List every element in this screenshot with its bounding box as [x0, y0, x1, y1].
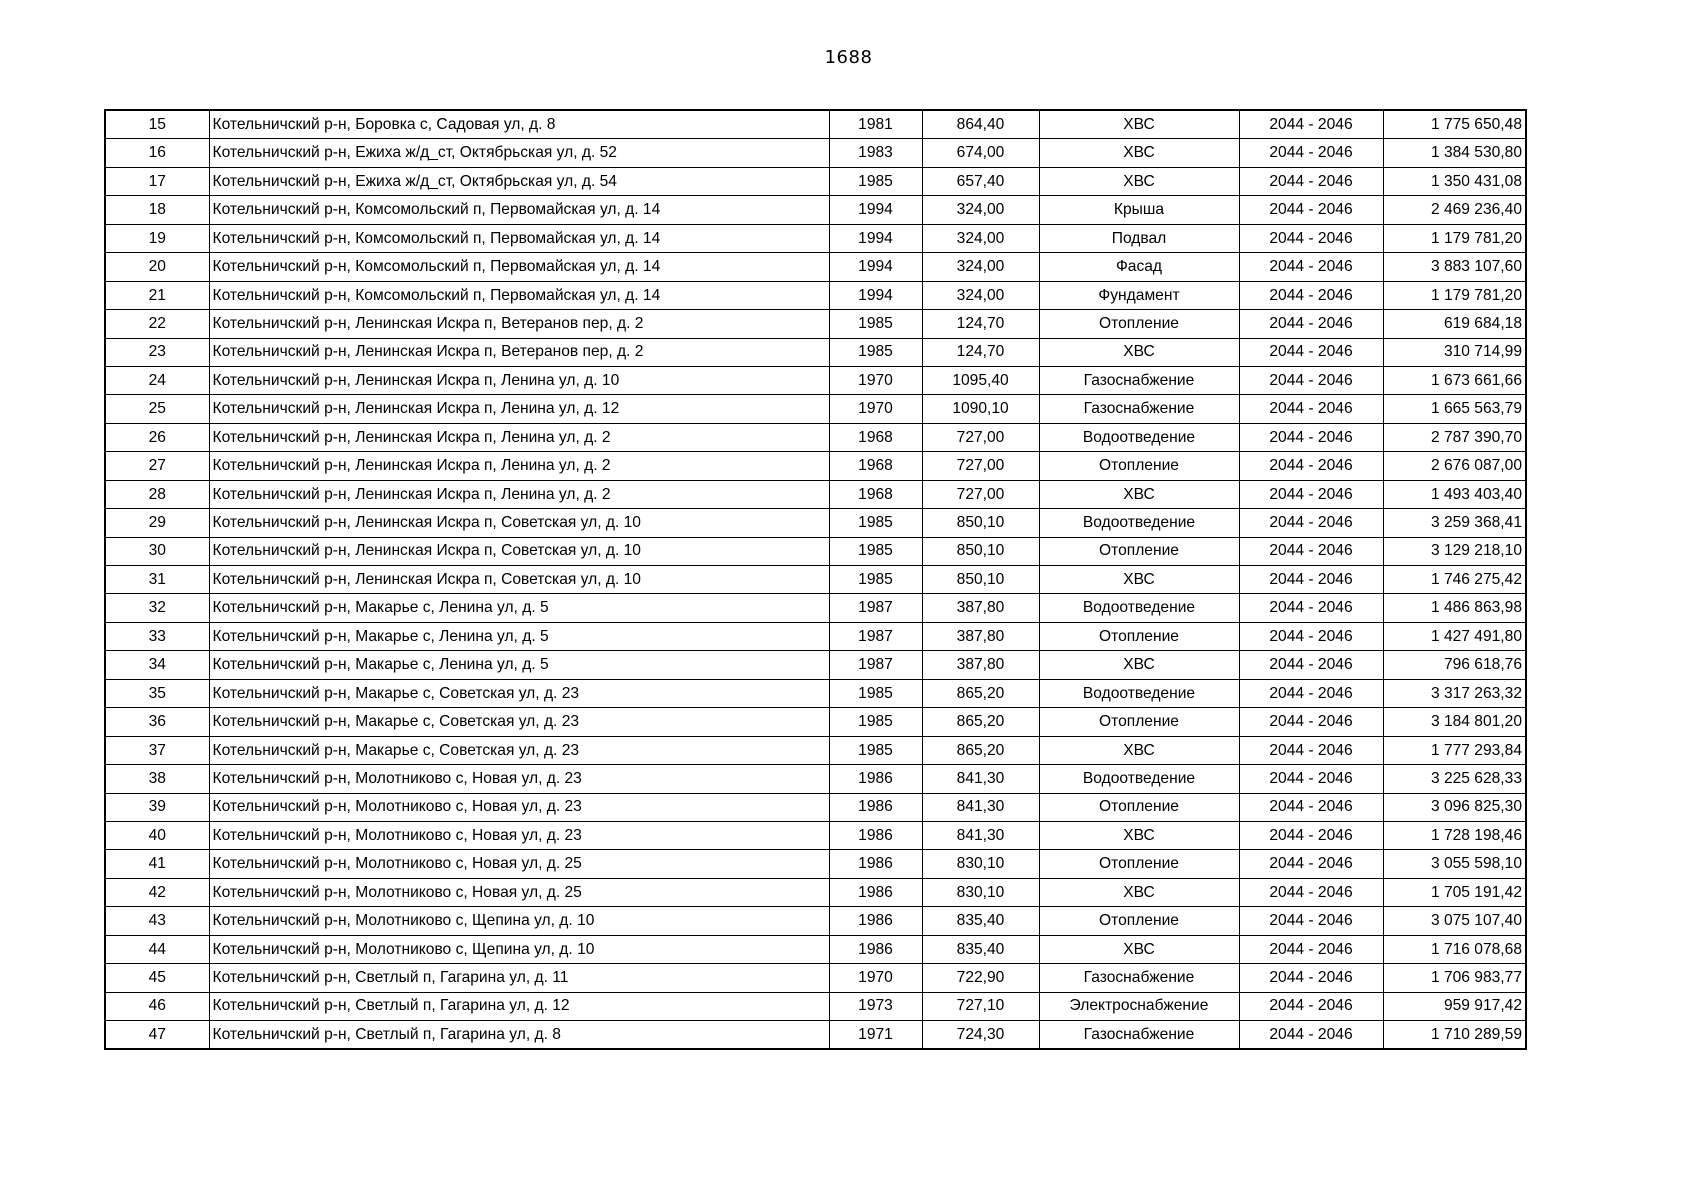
work-type-cell: Водоотведение: [1039, 423, 1239, 451]
address-cell: Котельничский р-н, Ежиха ж/д_ст, Октябрьская ул, д. 54: [209, 167, 829, 195]
work-type-cell: Отопление: [1039, 622, 1239, 650]
year-built-cell: 1970: [829, 395, 922, 423]
work-type-cell: ХВС: [1039, 139, 1239, 167]
work-type-cell: Отопление: [1039, 793, 1239, 821]
address-cell: Котельничский р-н, Комсомольский п, Первомайская ул, д. 14: [209, 253, 829, 281]
address-cell: Котельничский р-н, Молотниково с, Новая ул, д. 25: [209, 878, 829, 906]
area-cell: 657,40: [922, 167, 1039, 195]
period-cell: 2044 - 2046: [1239, 708, 1383, 736]
cost-cell: 310 714,99: [1383, 338, 1526, 366]
cost-cell: 1 665 563,79: [1383, 395, 1526, 423]
page-number: 1688: [824, 47, 873, 68]
row-number: 46: [105, 992, 209, 1020]
table-row: [105, 366, 1526, 394]
address-cell: Котельничский р-н, Светлый п, Гагарина ул, д. 11: [209, 964, 829, 992]
period-cell: 2044 - 2046: [1239, 338, 1383, 366]
work-type-cell: Отопление: [1039, 907, 1239, 935]
area-cell: 850,10: [922, 537, 1039, 565]
row-number: 47: [105, 1021, 209, 1050]
area-cell: 727,10: [922, 992, 1039, 1020]
cost-cell: 3 075 107,40: [1383, 907, 1526, 935]
period-cell: 2044 - 2046: [1239, 509, 1383, 537]
year-built-cell: 1986: [829, 907, 922, 935]
address-cell: Котельничский р-н, Комсомольский п, Первомайская ул, д. 14: [209, 224, 829, 252]
address-cell: Котельничский р-н, Макарье с, Советская ул, д. 23: [209, 708, 829, 736]
cost-cell: 2 469 236,40: [1383, 196, 1526, 224]
work-type-cell: Водоотведение: [1039, 594, 1239, 622]
work-type-cell: Отопление: [1039, 452, 1239, 480]
cost-cell: 1 384 530,80: [1383, 139, 1526, 167]
period-cell: 2044 - 2046: [1239, 793, 1383, 821]
area-cell: 674,00: [922, 139, 1039, 167]
area-cell: 387,80: [922, 594, 1039, 622]
cost-cell: 796 618,76: [1383, 651, 1526, 679]
year-built-cell: 1986: [829, 850, 922, 878]
cost-cell: 3 184 801,20: [1383, 708, 1526, 736]
address-cell: Котельничский р-н, Ленинская Искра п, Ленина ул, д. 12: [209, 395, 829, 423]
year-built-cell: 1987: [829, 622, 922, 650]
period-cell: 2044 - 2046: [1239, 736, 1383, 764]
area-cell: 387,80: [922, 622, 1039, 650]
year-built-cell: 1985: [829, 310, 922, 338]
work-type-cell: Водоотведение: [1039, 509, 1239, 537]
address-cell: Котельничский р-н, Ежиха ж/д_ст, Октябрьская ул, д. 52: [209, 139, 829, 167]
row-number: 23: [105, 338, 209, 366]
area-cell: 324,00: [922, 224, 1039, 252]
area-cell: 722,90: [922, 964, 1039, 992]
cost-cell: 3 129 218,10: [1383, 537, 1526, 565]
address-cell: Котельничский р-н, Ленинская Искра п, Ветеранов пер, д. 2: [209, 338, 829, 366]
work-type-cell: ХВС: [1039, 878, 1239, 906]
period-cell: 2044 - 2046: [1239, 452, 1383, 480]
cost-cell: 1 673 661,66: [1383, 366, 1526, 394]
work-type-cell: ХВС: [1039, 566, 1239, 594]
address-cell: Котельничский р-н, Молотниково с, Новая ул, д. 23: [209, 793, 829, 821]
cost-cell: 1 493 403,40: [1383, 480, 1526, 508]
year-built-cell: 1970: [829, 964, 922, 992]
table-row: [105, 736, 1526, 764]
cost-cell: 1 179 781,20: [1383, 224, 1526, 252]
year-built-cell: 1985: [829, 566, 922, 594]
address-cell: Котельничский р-н, Молотниково с, Новая ул, д. 23: [209, 821, 829, 849]
address-cell: Котельничский р-н, Ленинская Искра п, Ленина ул, д. 2: [209, 452, 829, 480]
period-cell: 2044 - 2046: [1239, 423, 1383, 451]
period-cell: 2044 - 2046: [1239, 196, 1383, 224]
period-cell: 2044 - 2046: [1239, 964, 1383, 992]
row-number: 43: [105, 907, 209, 935]
area-cell: 841,30: [922, 765, 1039, 793]
row-number: 15: [105, 110, 209, 139]
work-type-cell: Водоотведение: [1039, 679, 1239, 707]
address-cell: Котельничский р-н, Молотниково с, Щепина ул, д. 10: [209, 907, 829, 935]
year-built-cell: 1994: [829, 196, 922, 224]
row-number: 40: [105, 821, 209, 849]
work-type-cell: Электроснабжение: [1039, 992, 1239, 1020]
row-number: 22: [105, 310, 209, 338]
table-row: [105, 110, 1526, 139]
period-cell: 2044 - 2046: [1239, 992, 1383, 1020]
year-built-cell: 1994: [829, 224, 922, 252]
area-cell: 835,40: [922, 907, 1039, 935]
table-row: [105, 224, 1526, 252]
cost-cell: 1 710 289,59: [1383, 1021, 1526, 1050]
year-built-cell: 1968: [829, 480, 922, 508]
work-type-cell: Водоотведение: [1039, 765, 1239, 793]
row-number: 16: [105, 139, 209, 167]
period-cell: 2044 - 2046: [1239, 850, 1383, 878]
address-cell: Котельничский р-н, Комсомольский п, Первомайская ул, д. 14: [209, 281, 829, 309]
work-type-cell: Газоснабжение: [1039, 1021, 1239, 1050]
period-cell: 2044 - 2046: [1239, 878, 1383, 906]
row-number: 29: [105, 509, 209, 537]
cost-cell: 3 225 628,33: [1383, 765, 1526, 793]
table-row: [105, 651, 1526, 679]
period-cell: 2044 - 2046: [1239, 139, 1383, 167]
row-number: 45: [105, 964, 209, 992]
area-cell: 841,30: [922, 793, 1039, 821]
period-cell: 2044 - 2046: [1239, 1021, 1383, 1050]
area-cell: 124,70: [922, 338, 1039, 366]
work-type-cell: Газоснабжение: [1039, 366, 1239, 394]
table-row: [105, 793, 1526, 821]
period-cell: 2044 - 2046: [1239, 110, 1383, 139]
year-built-cell: 1968: [829, 452, 922, 480]
work-type-cell: Отопление: [1039, 708, 1239, 736]
cost-cell: 1 427 491,80: [1383, 622, 1526, 650]
year-built-cell: 1985: [829, 736, 922, 764]
area-cell: 865,20: [922, 708, 1039, 736]
address-cell: Котельничский р-н, Макарье с, Советская ул, д. 23: [209, 736, 829, 764]
year-built-cell: 1986: [829, 793, 922, 821]
area-cell: 727,00: [922, 423, 1039, 451]
year-built-cell: 1994: [829, 253, 922, 281]
cost-cell: 3 883 107,60: [1383, 253, 1526, 281]
year-built-cell: 1983: [829, 139, 922, 167]
year-built-cell: 1985: [829, 338, 922, 366]
address-cell: Котельничский р-н, Макарье с, Ленина ул, д. 5: [209, 651, 829, 679]
table-row: [105, 708, 1526, 736]
area-cell: 324,00: [922, 253, 1039, 281]
work-type-cell: ХВС: [1039, 651, 1239, 679]
table-row: [105, 480, 1526, 508]
row-number: 37: [105, 736, 209, 764]
cost-cell: 1 179 781,20: [1383, 281, 1526, 309]
row-number: 19: [105, 224, 209, 252]
address-cell: Котельничский р-н, Ленинская Искра п, Советская ул, д. 10: [209, 537, 829, 565]
area-cell: 830,10: [922, 878, 1039, 906]
work-type-cell: ХВС: [1039, 338, 1239, 366]
period-cell: 2044 - 2046: [1239, 395, 1383, 423]
year-built-cell: 1987: [829, 594, 922, 622]
repair-schedule-table: [104, 109, 1527, 1050]
table-row: [105, 907, 1526, 935]
row-number: 26: [105, 423, 209, 451]
table-row: [105, 935, 1526, 963]
table-row: [105, 253, 1526, 281]
year-built-cell: 1985: [829, 679, 922, 707]
year-built-cell: 1971: [829, 1021, 922, 1050]
row-number: 31: [105, 566, 209, 594]
period-cell: 2044 - 2046: [1239, 594, 1383, 622]
year-built-cell: 1986: [829, 935, 922, 963]
period-cell: 2044 - 2046: [1239, 310, 1383, 338]
row-number: 18: [105, 196, 209, 224]
year-built-cell: 1968: [829, 423, 922, 451]
year-built-cell: 1970: [829, 366, 922, 394]
table-row: [105, 1021, 1526, 1050]
row-number: 36: [105, 708, 209, 736]
period-cell: 2044 - 2046: [1239, 821, 1383, 849]
row-number: 25: [105, 395, 209, 423]
work-type-cell: Отопление: [1039, 310, 1239, 338]
cost-cell: 3 096 825,30: [1383, 793, 1526, 821]
row-number: 21: [105, 281, 209, 309]
table-row: [105, 395, 1526, 423]
cost-cell: 1 705 191,42: [1383, 878, 1526, 906]
address-cell: Котельничский р-н, Ленинская Искра п, Ветеранов пер, д. 2: [209, 310, 829, 338]
address-cell: Котельничский р-н, Молотниково с, Щепина ул, д. 10: [209, 935, 829, 963]
table-row: [105, 452, 1526, 480]
table-row: [105, 167, 1526, 195]
cost-cell: 619 684,18: [1383, 310, 1526, 338]
year-built-cell: 1986: [829, 765, 922, 793]
table-row: [105, 964, 1526, 992]
address-cell: Котельничский р-н, Молотниково с, Новая ул, д. 25: [209, 850, 829, 878]
year-built-cell: 1985: [829, 708, 922, 736]
period-cell: 2044 - 2046: [1239, 281, 1383, 309]
table-row: [105, 310, 1526, 338]
work-type-cell: Подвал: [1039, 224, 1239, 252]
period-cell: 2044 - 2046: [1239, 366, 1383, 394]
row-number: 44: [105, 935, 209, 963]
table-row: [105, 537, 1526, 565]
table-row: [105, 196, 1526, 224]
period-cell: 2044 - 2046: [1239, 622, 1383, 650]
period-cell: 2044 - 2046: [1239, 651, 1383, 679]
table-row: [105, 765, 1526, 793]
table-row: [105, 594, 1526, 622]
cost-cell: 3 317 263,32: [1383, 679, 1526, 707]
year-built-cell: 1986: [829, 878, 922, 906]
row-number: 34: [105, 651, 209, 679]
table-row: [105, 139, 1526, 167]
period-cell: 2044 - 2046: [1239, 224, 1383, 252]
cost-cell: 1 777 293,84: [1383, 736, 1526, 764]
year-built-cell: 1981: [829, 110, 922, 139]
address-cell: Котельничский р-н, Светлый п, Гагарина ул, д. 8: [209, 1021, 829, 1050]
table-row: [105, 509, 1526, 537]
cost-cell: 1 716 078,68: [1383, 935, 1526, 963]
period-cell: 2044 - 2046: [1239, 935, 1383, 963]
area-cell: 324,00: [922, 196, 1039, 224]
area-cell: 864,40: [922, 110, 1039, 139]
table-row: [105, 878, 1526, 906]
row-number: 32: [105, 594, 209, 622]
address-cell: Котельничский р-н, Светлый п, Гагарина ул, д. 12: [209, 992, 829, 1020]
table-row: [105, 281, 1526, 309]
area-cell: 850,10: [922, 509, 1039, 537]
table-row: [105, 821, 1526, 849]
area-cell: 387,80: [922, 651, 1039, 679]
period-cell: 2044 - 2046: [1239, 566, 1383, 594]
area-cell: 830,10: [922, 850, 1039, 878]
row-number: 41: [105, 850, 209, 878]
row-number: 33: [105, 622, 209, 650]
area-cell: 865,20: [922, 736, 1039, 764]
period-cell: 2044 - 2046: [1239, 253, 1383, 281]
cost-cell: 2 787 390,70: [1383, 423, 1526, 451]
table-row: [105, 679, 1526, 707]
address-cell: Котельничский р-н, Ленинская Искра п, Советская ул, д. 10: [209, 509, 829, 537]
table-row: [105, 850, 1526, 878]
address-cell: Котельничский р-н, Макарье с, Советская ул, д. 23: [209, 679, 829, 707]
area-cell: 727,00: [922, 452, 1039, 480]
address-cell: Котельничский р-н, Ленинская Искра п, Советская ул, д. 10: [209, 566, 829, 594]
period-cell: 2044 - 2046: [1239, 167, 1383, 195]
cost-cell: 2 676 087,00: [1383, 452, 1526, 480]
area-cell: 724,30: [922, 1021, 1039, 1050]
address-cell: Котельничский р-н, Ленинская Искра п, Ленина ул, д. 10: [209, 366, 829, 394]
address-cell: Котельничский р-н, Ленинская Искра п, Ленина ул, д. 2: [209, 423, 829, 451]
work-type-cell: ХВС: [1039, 736, 1239, 764]
cost-cell: 959 917,42: [1383, 992, 1526, 1020]
period-cell: 2044 - 2046: [1239, 765, 1383, 793]
work-type-cell: ХВС: [1039, 480, 1239, 508]
area-cell: 727,00: [922, 480, 1039, 508]
row-number: 27: [105, 452, 209, 480]
row-number: 39: [105, 793, 209, 821]
address-cell: Котельничский р-н, Боровка с, Садовая ул, д. 8: [209, 110, 829, 139]
period-cell: 2044 - 2046: [1239, 537, 1383, 565]
address-cell: Котельничский р-н, Ленинская Искра п, Ленина ул, д. 2: [209, 480, 829, 508]
work-type-cell: Газоснабжение: [1039, 395, 1239, 423]
address-cell: Котельничский р-н, Макарье с, Ленина ул, д. 5: [209, 594, 829, 622]
year-built-cell: 1994: [829, 281, 922, 309]
address-cell: Котельничский р-н, Молотниково с, Новая ул, д. 23: [209, 765, 829, 793]
area-cell: 1095,40: [922, 366, 1039, 394]
area-cell: 835,40: [922, 935, 1039, 963]
work-type-cell: Отопление: [1039, 537, 1239, 565]
row-number: 28: [105, 480, 209, 508]
period-cell: 2044 - 2046: [1239, 679, 1383, 707]
year-built-cell: 1973: [829, 992, 922, 1020]
row-number: 24: [105, 366, 209, 394]
address-cell: Котельничский р-н, Макарье с, Ленина ул, д. 5: [209, 622, 829, 650]
year-built-cell: 1987: [829, 651, 922, 679]
area-cell: 841,30: [922, 821, 1039, 849]
work-type-cell: Газоснабжение: [1039, 964, 1239, 992]
cost-cell: 3 055 598,10: [1383, 850, 1526, 878]
period-cell: 2044 - 2046: [1239, 480, 1383, 508]
table-row: [105, 622, 1526, 650]
area-cell: 865,20: [922, 679, 1039, 707]
cost-cell: 1 746 275,42: [1383, 566, 1526, 594]
work-type-cell: Фундамент: [1039, 281, 1239, 309]
table-row: [105, 992, 1526, 1020]
work-type-cell: ХВС: [1039, 935, 1239, 963]
cost-cell: 1 486 863,98: [1383, 594, 1526, 622]
work-type-cell: ХВС: [1039, 821, 1239, 849]
address-cell: Котельничский р-н, Комсомольский п, Первомайская ул, д. 14: [209, 196, 829, 224]
cost-cell: 1 775 650,48: [1383, 110, 1526, 139]
row-number: 30: [105, 537, 209, 565]
year-built-cell: 1985: [829, 537, 922, 565]
row-number: 38: [105, 765, 209, 793]
area-cell: 324,00: [922, 281, 1039, 309]
work-type-cell: Фасад: [1039, 253, 1239, 281]
cost-cell: 1 706 983,77: [1383, 964, 1526, 992]
year-built-cell: 1985: [829, 509, 922, 537]
row-number: 17: [105, 167, 209, 195]
area-cell: 850,10: [922, 566, 1039, 594]
row-number: 42: [105, 878, 209, 906]
cost-cell: 1 350 431,08: [1383, 167, 1526, 195]
cost-cell: 3 259 368,41: [1383, 509, 1526, 537]
table-row: [105, 566, 1526, 594]
work-type-cell: Отопление: [1039, 850, 1239, 878]
table-row: [105, 423, 1526, 451]
row-number: 35: [105, 679, 209, 707]
table-row: [105, 338, 1526, 366]
year-built-cell: 1986: [829, 821, 922, 849]
year-built-cell: 1985: [829, 167, 922, 195]
row-number: 20: [105, 253, 209, 281]
area-cell: 124,70: [922, 310, 1039, 338]
work-type-cell: ХВС: [1039, 167, 1239, 195]
work-type-cell: ХВС: [1039, 110, 1239, 139]
work-type-cell: Крыша: [1039, 196, 1239, 224]
table-body: [105, 110, 1526, 1049]
cost-cell: 1 728 198,46: [1383, 821, 1526, 849]
period-cell: 2044 - 2046: [1239, 907, 1383, 935]
area-cell: 1090,10: [922, 395, 1039, 423]
